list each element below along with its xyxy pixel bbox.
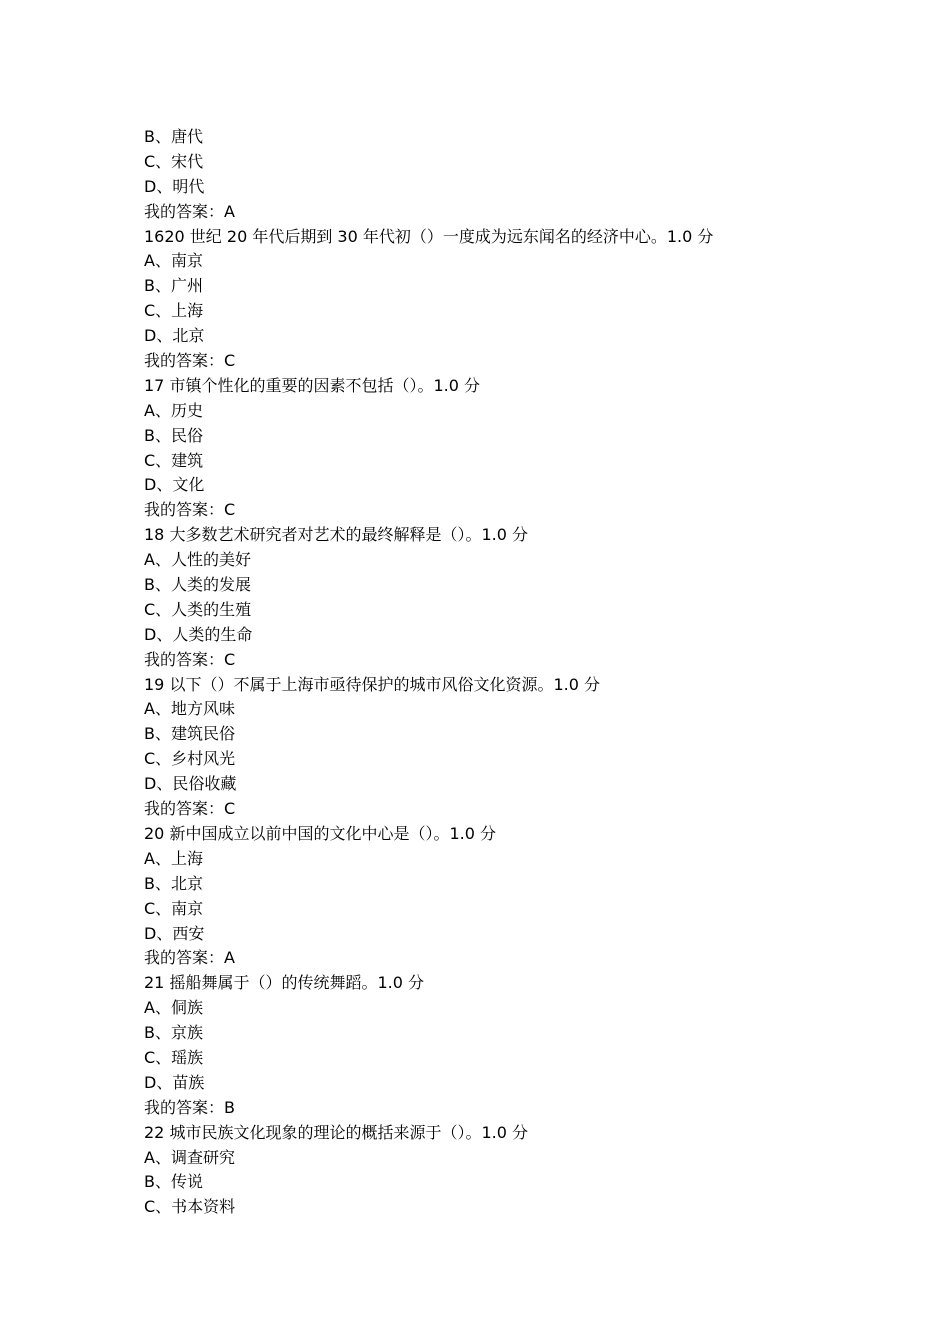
option-line: B、传说 xyxy=(144,1172,203,1192)
option-line: B、民俗 xyxy=(144,425,203,445)
option-line: C、瑶族 xyxy=(144,1047,204,1067)
option-line: D、民俗收藏 xyxy=(144,774,237,794)
option-line: D、苗族 xyxy=(144,1072,205,1092)
option-line: C、上海 xyxy=(144,301,204,321)
option-line: C、人类的生殖 xyxy=(144,599,252,619)
option-line: A、调查研究 xyxy=(144,1147,235,1167)
option-line: A、历史 xyxy=(144,400,203,420)
answer-line: 我的答案：A xyxy=(144,948,235,968)
option-line: D、明代 xyxy=(144,176,205,196)
option-line: C、宋代 xyxy=(144,151,204,171)
option-line: A、人性的美好 xyxy=(144,550,251,570)
answer-line: 我的答案：C xyxy=(144,351,236,371)
question-20: 20 新中国成立以前中国的文化中心是（）。1.0 分 xyxy=(144,823,496,843)
option-line: A、南京 xyxy=(144,251,203,271)
answer-line: 我的答案：C xyxy=(144,799,236,819)
option-line: B、北京 xyxy=(144,873,203,893)
answer-line: 我的答案：B xyxy=(144,1097,235,1117)
option-line: D、人类的生命 xyxy=(144,624,253,644)
option-line: A、上海 xyxy=(144,848,203,868)
option-line: C、南京 xyxy=(144,898,204,918)
option-line: A、地方风味 xyxy=(144,699,235,719)
answer-line: 我的答案：A xyxy=(144,201,235,221)
question-18: 18 大多数艺术研究者对艺术的最终解释是（）。1.0 分 xyxy=(144,525,528,545)
option-line: C、建筑 xyxy=(144,450,204,470)
document-body xyxy=(144,125,904,1220)
option-line: B、唐代 xyxy=(144,127,203,146)
question-19: 19 以下（）不属于上海市亟待保护的城市风俗文化资源。1.0 分 xyxy=(144,674,600,694)
question-16: 1620 世纪 20 年代后期到 30 年代初（）一度成为远东闻名的经济中心。1.0 分 xyxy=(144,226,714,246)
option-line: C、书本资料 xyxy=(144,1197,236,1217)
answer-line: 我的答案：C xyxy=(144,500,236,520)
option-line: B、京族 xyxy=(144,1023,203,1043)
option-line: B、广州 xyxy=(144,276,203,296)
option-line: A、侗族 xyxy=(144,998,203,1018)
question-21: 21 摇船舞属于（）的传统舞蹈。1.0 分 xyxy=(144,973,424,993)
option-line: D、文化 xyxy=(144,475,205,495)
option-line: B、人类的发展 xyxy=(144,575,251,595)
answer-line: 我的答案：C xyxy=(144,649,236,669)
question-17: 17 市镇个性化的重要的因素不包括（）。1.0 分 xyxy=(144,375,480,395)
option-line: C、乡村风光 xyxy=(144,749,236,769)
option-line: B、建筑民俗 xyxy=(144,724,235,744)
option-line: D、西安 xyxy=(144,923,205,943)
question-22: 22 城市民族文化现象的理论的概括来源于（）。1.0 分 xyxy=(144,1122,528,1142)
option-line: D、北京 xyxy=(144,326,205,346)
